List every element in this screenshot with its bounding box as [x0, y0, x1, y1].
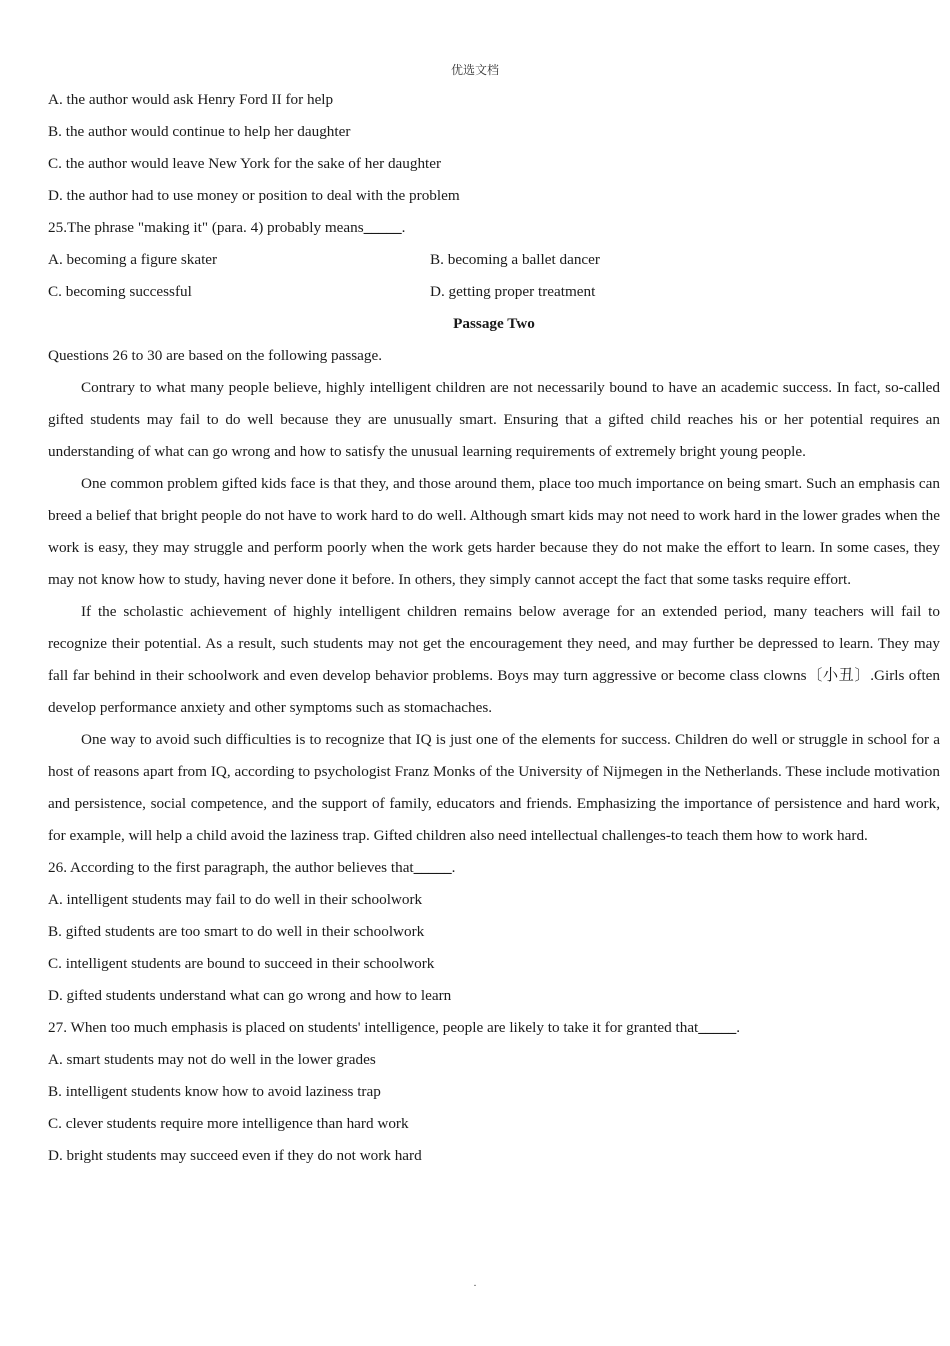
q26-option-b: B. gifted students are too smart to do well in their schoolwork [48, 923, 425, 940]
q27-stem-end: . [736, 1019, 741, 1036]
q27-option-a: A. smart students may not do well in the lower grades [48, 1051, 376, 1068]
q25-options-row-2 [48, 276, 940, 308]
q24-option-d: D. the author had to use money or position to deal with the problem [48, 187, 460, 204]
q27-stem-text: 27. When too much emphasis is placed on students' intelligence, people are likely to take it for granted that [48, 1019, 699, 1036]
q26-stem [48, 852, 940, 884]
passage-paragraph-4: One way to avoid such difficulties is to recognize that IQ is just one of the elements for success. Children do well or struggle in school for a host of reasons apart from IQ, according to psychologist Franz Monks of the University of Nijmegen in the Netherlands. These include motivation and persistence, social competence, and the support of family, educators and friends. Emphasizing the importance of persistence and hard work, for example, will help a child avoid the laziness trap. Gifted children also need intellectual challenges-to teach them how to work hard. [48, 731, 940, 844]
q26-option-a: A. intelligent students may fail to do well in their schoolwork [48, 891, 423, 908]
passage-intro: Questions 26 to 30 are based on the following passage. [48, 347, 383, 364]
q27-option-b: B. intelligent students know how to avoid laziness trap [48, 1083, 381, 1100]
q24-option-a: A. the author would ask Henry Ford II for help [48, 91, 334, 108]
passage-title: Passage Two [453, 315, 535, 332]
q25-stem-text: 25.The phrase "making it" (para. 4) probably means [48, 219, 364, 236]
q25-blank: _____ [363, 219, 402, 236]
q25-option-a: A. becoming a figure skater [48, 251, 218, 268]
q24-option-c: C. the author would leave New York for the sake of her daughter [48, 155, 442, 172]
page-header: 优选文档 [450, 63, 499, 77]
q27-blank: _____ [698, 1019, 737, 1036]
passage-paragraph-3: If the scholastic achievement of highly intelligent children remains below average for an extended period, many teachers will fail to recognize their potential. As a result, such students may not get the encouragement they need, and may further be depressed to learn. They may fall far behind in their schoolwork and even develop behavior problems. Boys may turn aggressive or become class clowns〔小丑〕.Girls often develop performance anxiety and other symptoms such as stomachaches. [48, 603, 940, 716]
q27-option-c: C. clever students require more intelligence than hard work [48, 1115, 409, 1132]
passage-paragraph-1: Contrary to what many people believe, highly intelligent children are not necessarily bound to have an academic success. In fact, so-called gifted students may fail to do well because they are unusually smart. Ensuring that a gifted child reaches his or her potential requires an understanding of what can go wrong and how to satisfy the unusual learning requirements of extremely bright young people. [48, 379, 940, 460]
q25-stem [48, 212, 940, 244]
q25-option-d: D. getting proper treatment [430, 283, 596, 300]
q25-option-c: C. becoming successful [48, 283, 192, 300]
q26-option-c: C. intelligent students are bound to succeed in their schoolwork [48, 955, 435, 972]
q26-blank: _____ [413, 859, 452, 876]
q24-option-b: B. the author would continue to help her daughter [48, 123, 351, 140]
passage-paragraph-2: One common problem gifted kids face is that they, and those around them, place too much importance on being smart. Such an emphasis can breed a belief that bright people do not have to work hard to do well. Although smart kids may not need to work hard in the lower grades when the work is easy, they may struggle and perform poorly when the work gets harder because they do not make the effort to learn. In some cases, they may not know how to study, having never done it before. In others, they simply cannot accept the fact that some tasks require effort. [48, 475, 940, 588]
q27-option-d: D. bright students may succeed even if they do not work hard [48, 1147, 422, 1164]
q26-option-d: D. gifted students understand what can go wrong and how to learn [48, 987, 452, 1004]
document-body [48, 84, 940, 1172]
q26-stem-end: . [451, 859, 456, 876]
q27-stem [48, 1012, 940, 1044]
q26-stem-text: 26. According to the first paragraph, the author believes that [48, 859, 414, 876]
q25-option-b: B. becoming a ballet dancer [430, 251, 600, 268]
q25-options-row-1 [48, 244, 940, 276]
q25-stem-end: . [401, 219, 406, 236]
page-footer: . [473, 1278, 477, 1289]
